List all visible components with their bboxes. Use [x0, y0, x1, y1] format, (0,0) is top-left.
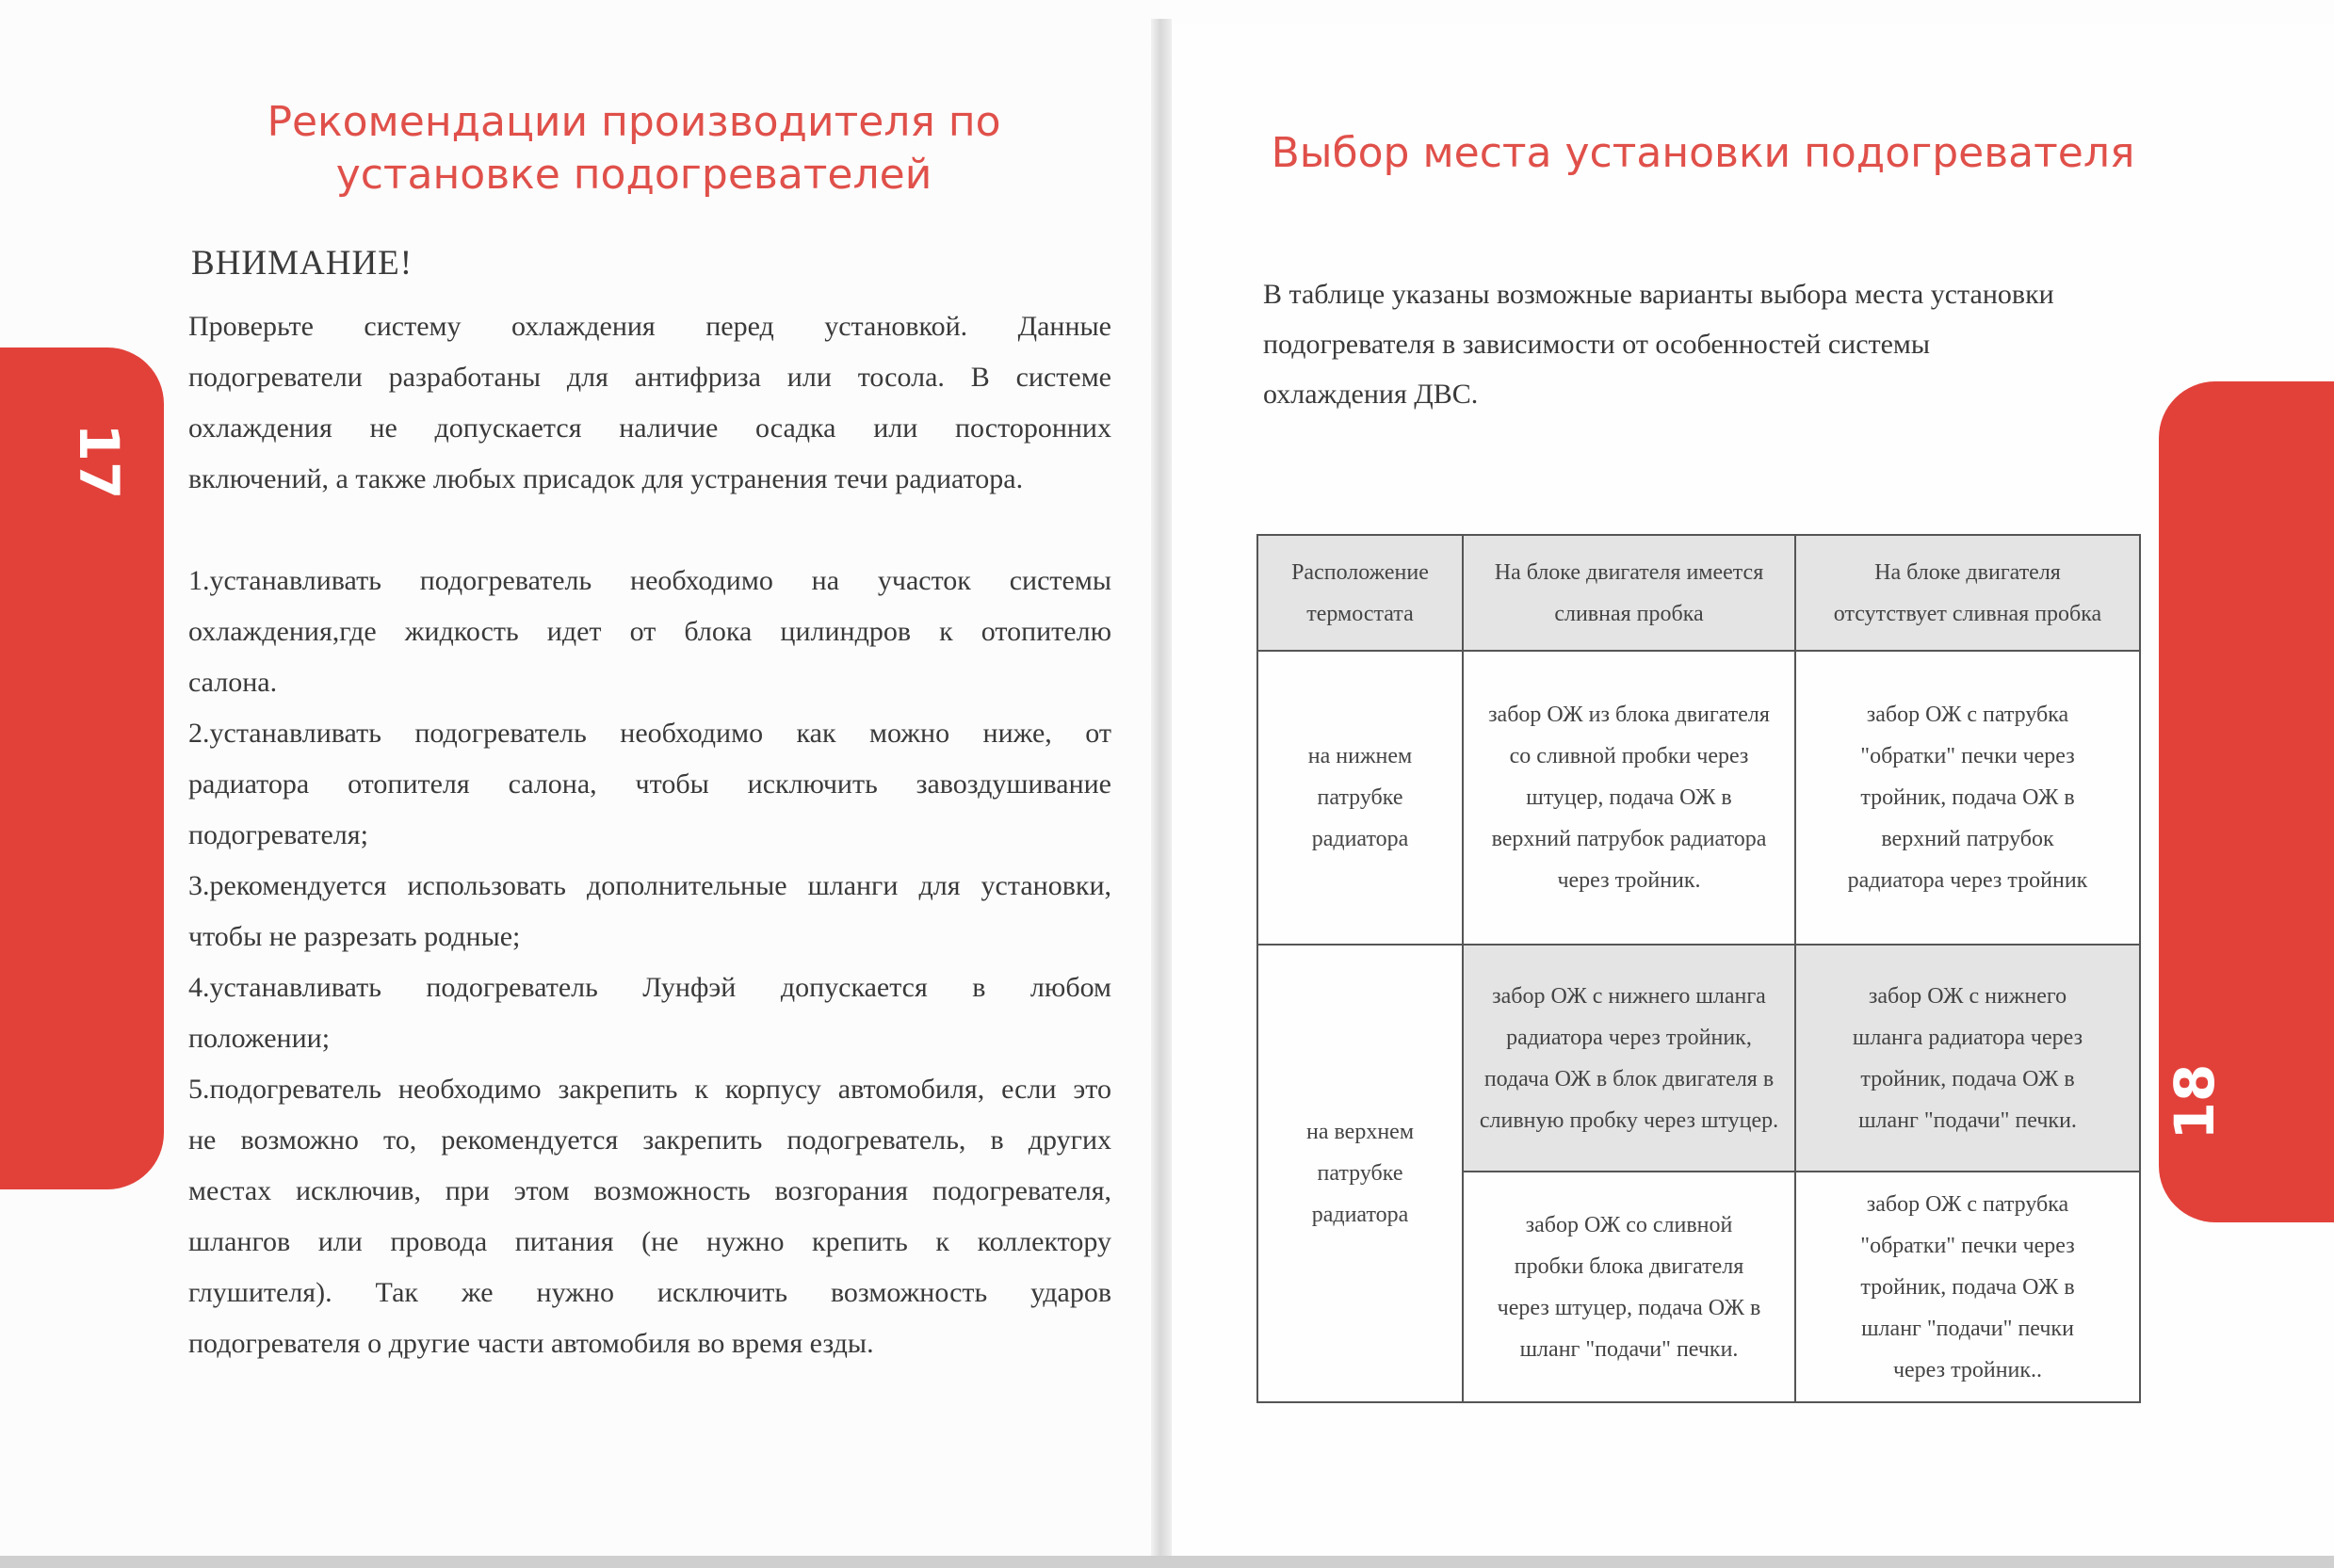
cell-text-line: через тройник.	[1557, 868, 1701, 893]
cell-text-line: "обратки" печки через	[1860, 744, 2075, 768]
right-page-title: Выбор места установки подогревателя	[1271, 129, 2135, 177]
cell-text-line: радиатора	[1311, 1203, 1409, 1227]
table-intro	[1263, 269, 2054, 419]
text-line: охлаждения,где жидкость идет от блока цилиндров к отопителю	[188, 616, 1111, 647]
header-drain-plug-present	[1463, 535, 1795, 651]
left-page-title	[163, 96, 1105, 202]
title-line: Рекомендации производителя по	[267, 98, 1001, 146]
cell-text-line: на верхнем	[1305, 1120, 1415, 1144]
title-line: установке подогревателей	[335, 151, 932, 199]
cell-text-line: забор ОЖ из блока двигателя	[1488, 703, 1770, 727]
text-line: положении;	[188, 1023, 331, 1054]
warning-heading: ВНИМАНИЕ!	[191, 244, 413, 283]
cell-text-line: забор ОЖ со сливной	[1525, 1212, 1733, 1237]
table-cell	[1463, 1172, 1795, 1402]
text-line: 1.устанавливать подогреватель необходимо на участок системы	[188, 565, 1111, 596]
text-line: включений, а также любых присадок для устранения течи радиатора.	[188, 463, 1024, 494]
page-number-right: 18	[2163, 1063, 2227, 1140]
text-line: подогревателя;	[188, 819, 368, 850]
text-line: глушителя). Так же нужно исключить возможность ударов	[188, 1277, 1111, 1308]
text-line: радиатора отопителя салона, чтобы исключить завоздушивание	[188, 768, 1111, 800]
row-lower-pipe-label	[1257, 651, 1463, 945]
cell-text-line: шланга радиатора через	[1852, 1025, 2083, 1050]
installation-table	[1256, 534, 2141, 1403]
cell-text-line: сливная пробка	[1554, 601, 1704, 626]
text-line: охлаждения ДВС.	[1263, 379, 1479, 410]
text-line: 5.подогреватель необходимо закрепить к корпусу автомобиля, если это	[188, 1074, 1111, 1105]
cell-text-line: забор ОЖ с нижнего	[1868, 983, 2067, 1009]
text-line: 4.устанавливать подогреватель Лунфэй допускается в любом	[188, 972, 1111, 1003]
cell-text-line: радиатора	[1311, 827, 1409, 851]
table-cell	[1795, 1172, 2140, 1402]
text-line: подогревателя в зависимости от особенностей системы	[1263, 329, 1931, 360]
cell-text-line: патрубке	[1317, 785, 1403, 810]
text-line: подогревателя о другие части автомобиля во время езды.	[188, 1328, 874, 1359]
row-upper-pipe-label	[1257, 945, 1463, 1402]
cell-text-line: шланг "подачи" печки	[1861, 1316, 2074, 1341]
warning-paragraph	[188, 301, 1111, 505]
cell-text-line: На блоке двигателя имеется	[1494, 559, 1764, 585]
text-line: 3.рекомендуется использовать дополнительные шланги для установки,	[188, 870, 1111, 901]
text-line: 2.устанавливать подогреватель необходимо как можно ниже, от	[188, 718, 1111, 749]
text-line: подогреватели разработаны для антифриза или тосола. В системе	[188, 362, 1111, 393]
recommendations-list	[188, 556, 1111, 1369]
cell-text-line: верхний патрубок	[1881, 827, 2054, 851]
cell-text-line: радиатора через тройник,	[1506, 1025, 1752, 1050]
cell-text-line: шланг "подачи" печки.	[1519, 1336, 1739, 1362]
cell-text-line: штуцер, подача ОЖ в	[1526, 785, 1732, 810]
table-cell	[1463, 945, 1795, 1172]
text-line: местах исключив, при этом возможность возгорания подогревателя,	[188, 1175, 1111, 1206]
cell-text-line: отсутствует сливная пробка	[1833, 601, 2102, 626]
text-line: шлангов или провода питания (не нужно крепить к коллектору	[188, 1226, 1111, 1257]
cell-text-line: тройник, подача ОЖ в	[1860, 1274, 2075, 1300]
cell-text-line: через тройник..	[1892, 1357, 2043, 1382]
cell-text-line: забор ОЖ с нижнего шланга	[1492, 983, 1766, 1009]
cell-text-line: через штуцер, подача ОЖ в	[1497, 1295, 1761, 1320]
cell-text-line: шланг "подачи" печки.	[1858, 1107, 2077, 1133]
cell-text-line: тройник, подача ОЖ в	[1860, 785, 2075, 810]
page-number-left: 17	[67, 423, 131, 500]
cell-text-line: пробки блока двигателя	[1514, 1253, 1744, 1279]
text-line: охлаждения не допускается наличие осадка или посторонних	[188, 412, 1111, 444]
book-spine	[1151, 19, 1172, 1563]
cell-text-line: радиатора через тройник	[1847, 868, 2088, 893]
text-line: салона.	[188, 667, 278, 698]
cell-text-line: со сливной пробки через	[1509, 744, 1749, 768]
table-cell	[1463, 651, 1795, 945]
cell-text-line: На блоке двигателя	[1874, 559, 2061, 585]
header-drain-plug-absent	[1795, 535, 2140, 651]
cell-text-line: верхний патрубок радиатора	[1491, 827, 1767, 851]
cell-text-line: тройник, подача ОЖ в	[1860, 1066, 2075, 1091]
cell-text-line: сливную пробку через штуцер.	[1479, 1107, 1779, 1133]
text-line: не возможно то, рекомендуется закрепить подогреватель, в других	[188, 1124, 1111, 1156]
text-line: Проверьте систему охлаждения перед установкой. Данные	[188, 311, 1111, 342]
table-cell	[1795, 651, 2140, 945]
text-line: чтобы не разрезать родные;	[188, 921, 521, 952]
cell-text-line: забор ОЖ с патрубка	[1866, 703, 2069, 727]
text-line: В таблице указаны возможные варианты выбора места установки	[1263, 279, 2054, 310]
header-thermostat	[1257, 535, 1463, 651]
scan-edge	[0, 1556, 2334, 1568]
cell-text-line: термостата	[1306, 601, 1414, 626]
cell-text-line: подача ОЖ в блок двигателя в	[1483, 1066, 1775, 1091]
cell-text-line: на нижнем	[1307, 744, 1413, 768]
cell-text-line: Расположение	[1291, 559, 1429, 585]
cell-text-line: патрубке	[1317, 1161, 1403, 1186]
cell-text-line: "обратки" печки через	[1860, 1233, 2075, 1258]
table-cell	[1795, 945, 2140, 1172]
cell-text-line: забор ОЖ с патрубка	[1866, 1191, 2069, 1217]
